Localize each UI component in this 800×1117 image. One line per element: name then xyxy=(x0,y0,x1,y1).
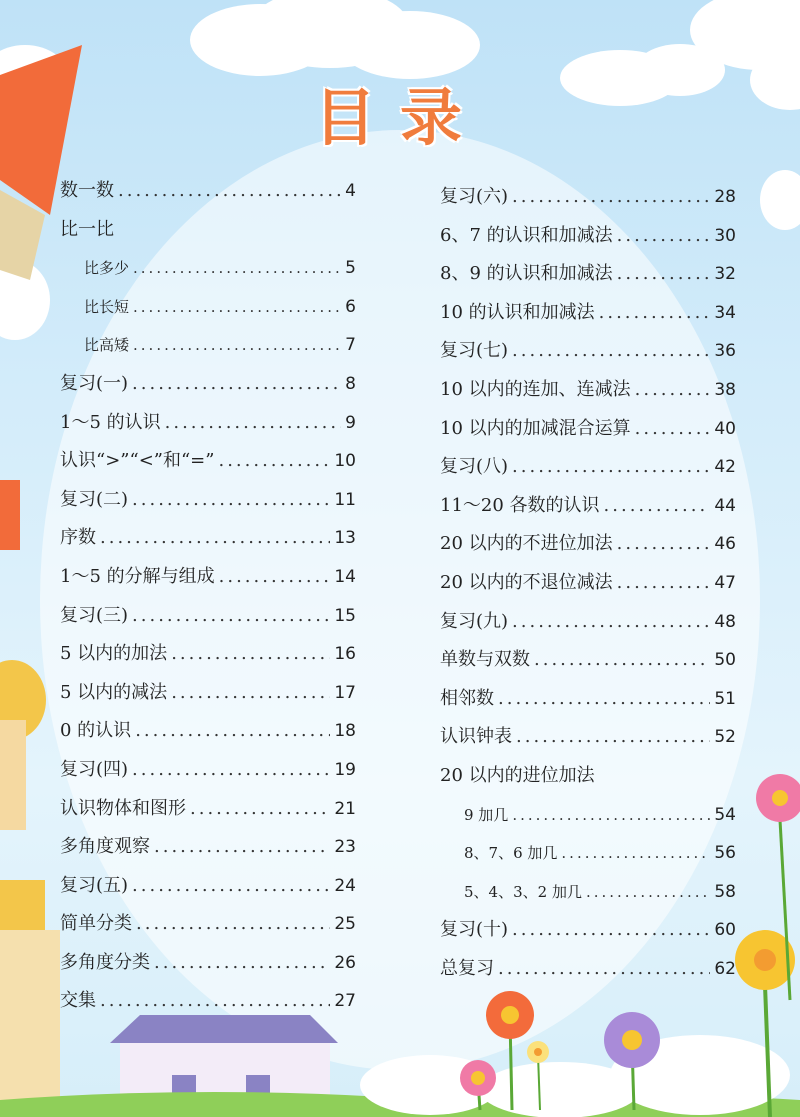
dot-leader xyxy=(512,603,710,642)
toc-page-number: 40 xyxy=(714,418,736,439)
toc-entry[interactable] xyxy=(60,712,356,751)
toc-page-number: 28 xyxy=(714,187,736,207)
toc-page-number: 60 xyxy=(714,920,736,941)
toc-page-number: 51 xyxy=(714,688,736,709)
toc-entry-label: 复习(四) xyxy=(60,758,129,780)
toc-subentry[interactable] xyxy=(440,873,736,912)
dot-leader xyxy=(617,217,711,256)
toc-entry-label: 5 以内的加法 xyxy=(60,643,168,665)
toc-entry-label: 5 以内的减法 xyxy=(60,681,168,703)
toc-entry-label: 序数 xyxy=(60,527,96,549)
toc-page-number: 14 xyxy=(334,566,356,587)
toc-entry-label: 认识钟表 xyxy=(440,726,512,748)
toc-column-left xyxy=(60,172,356,1021)
toc-entry-label: 复习(六) xyxy=(440,186,509,207)
toc-page-number: 11 xyxy=(334,489,356,510)
toc-entry[interactable] xyxy=(440,294,736,333)
toc-entry[interactable] xyxy=(440,641,736,680)
toc-page-number: 15 xyxy=(334,605,356,626)
toc-entry[interactable] xyxy=(60,674,356,713)
toc-page-number: 13 xyxy=(334,528,356,549)
toc-entry-label: 11～20 各数的认识 xyxy=(440,494,600,516)
toc-page-number: 36 xyxy=(714,341,736,362)
dot-leader xyxy=(100,982,330,1021)
toc-entry[interactable] xyxy=(60,905,356,944)
toc-entry[interactable] xyxy=(60,790,356,829)
toc-entry-label: 认识物体和图形 xyxy=(60,797,186,819)
toc-column-right xyxy=(440,178,736,988)
toc-subentry[interactable] xyxy=(60,249,356,288)
toc-page-number: 46 xyxy=(714,534,736,555)
toc-entry-label: 1～5 的认识 xyxy=(60,411,161,433)
dot-leader xyxy=(190,790,330,829)
toc-entry[interactable] xyxy=(440,911,736,950)
dot-leader xyxy=(512,178,710,217)
toc-page-number: 54 xyxy=(714,804,736,825)
toc-page-number: 30 xyxy=(714,225,736,246)
dot-leader xyxy=(135,712,330,751)
toc-page-number: 4 xyxy=(345,181,356,201)
toc-entry[interactable] xyxy=(440,950,736,989)
toc-entry-label: 复习(二) xyxy=(60,488,129,510)
toc-entry[interactable] xyxy=(60,828,356,867)
toc-entry-label: 0 的认识 xyxy=(60,720,132,742)
dot-leader xyxy=(165,404,342,443)
dot-leader xyxy=(586,873,710,912)
toc-page-number: 9 xyxy=(345,412,356,433)
dot-leader xyxy=(599,294,711,333)
toc-page-number: 58 xyxy=(714,881,736,902)
toc-page-number: 38 xyxy=(714,379,736,400)
dot-leader xyxy=(635,371,711,410)
toc-entry-label: 比多少 xyxy=(84,259,130,278)
toc-page-number: 23 xyxy=(334,837,356,858)
toc-entry[interactable] xyxy=(60,172,356,211)
dot-leader xyxy=(219,558,331,597)
toc-entry[interactable] xyxy=(60,635,356,674)
dot-leader xyxy=(171,674,330,713)
toc-entry[interactable] xyxy=(60,365,356,404)
toc-entry-label: 比高矮 xyxy=(84,336,130,355)
toc-page-number: 8 xyxy=(345,373,356,394)
toc-entry[interactable] xyxy=(440,448,736,487)
toc-entry[interactable] xyxy=(60,211,356,250)
dot-leader xyxy=(133,326,341,365)
dot-leader xyxy=(118,172,341,211)
toc-page-number: 44 xyxy=(714,495,736,516)
toc-entry-label: 单数与双数 xyxy=(440,649,530,671)
dot-leader xyxy=(132,867,330,906)
toc-entry[interactable] xyxy=(440,332,736,371)
toc-entry-label: 10 的认识和加减法 xyxy=(440,301,595,323)
toc-page-number: 7 xyxy=(345,335,356,356)
toc-subentry[interactable] xyxy=(60,326,356,365)
dot-leader xyxy=(512,796,710,835)
dot-leader xyxy=(133,249,341,288)
toc-page-number: 19 xyxy=(334,759,356,780)
toc-page-number: 48 xyxy=(714,611,736,632)
toc-entry[interactable] xyxy=(440,564,736,603)
toc-entry[interactable] xyxy=(440,757,736,796)
dot-leader xyxy=(132,597,330,636)
toc-entry-label: 10 以内的加减混合运算 xyxy=(440,417,631,439)
toc-entry-label: 6、7 的认识和加减法 xyxy=(440,224,613,246)
toc-entry-label: 10 以内的连加、连减法 xyxy=(440,378,631,400)
toc-page-number: 18 xyxy=(334,721,356,742)
toc-entry[interactable] xyxy=(440,680,736,719)
toc-entry-label: 比长短 xyxy=(84,297,130,316)
dot-leader xyxy=(516,718,710,757)
toc-page-number: 47 xyxy=(714,572,736,593)
dot-leader xyxy=(218,442,330,481)
toc-page-number: 62 xyxy=(714,958,736,979)
toc-entry-label: 总复习 xyxy=(440,957,494,979)
dot-leader xyxy=(604,487,711,526)
dot-leader xyxy=(635,410,711,449)
toc-page-number: 42 xyxy=(714,457,736,478)
toc-entry-label: 20 以内的进位加法 xyxy=(440,764,595,786)
toc-page-number: 34 xyxy=(714,302,736,323)
dot-leader xyxy=(132,481,330,520)
dot-leader xyxy=(154,828,330,867)
toc-entry[interactable] xyxy=(440,487,736,526)
toc-entry[interactable] xyxy=(440,178,736,217)
toc-entry[interactable] xyxy=(440,410,736,449)
toc-page-number: 32 xyxy=(714,264,736,285)
toc-page-number: 5 xyxy=(345,258,356,279)
toc-entry-label: 复习(一) xyxy=(60,372,129,394)
dot-leader xyxy=(617,255,711,294)
toc-entry-label: 比一比 xyxy=(60,218,114,240)
dot-leader xyxy=(133,288,341,327)
dot-leader xyxy=(136,905,330,944)
toc-entry[interactable] xyxy=(60,982,356,1021)
toc-entry[interactable] xyxy=(440,217,736,256)
dot-leader xyxy=(100,519,330,558)
toc-entry-label: 20 以内的不退位减法 xyxy=(440,571,613,593)
dot-leader xyxy=(498,950,710,989)
dot-leader xyxy=(512,332,710,371)
dot-leader xyxy=(561,834,710,873)
toc-page-number: 52 xyxy=(714,727,736,748)
toc-page-number: 25 xyxy=(334,914,356,935)
dot-leader xyxy=(534,641,710,680)
toc-page-number: 27 xyxy=(334,991,356,1012)
toc-entry-label: 复习(五) xyxy=(60,874,129,896)
toc-entry[interactable] xyxy=(440,255,736,294)
toc-entry[interactable] xyxy=(60,519,356,558)
toc-entry[interactable] xyxy=(440,603,736,642)
toc-entry[interactable] xyxy=(60,867,356,906)
toc-page-number: 26 xyxy=(334,952,356,973)
toc-entry[interactable] xyxy=(440,371,736,410)
toc-entry-label: 1～5 的分解与组成 xyxy=(60,565,215,587)
dot-leader xyxy=(171,635,330,674)
toc-entry-label: 相邻数 xyxy=(440,687,494,709)
toc-entry-label: 简单分类 xyxy=(60,913,132,935)
dot-leader xyxy=(617,525,711,564)
dot-leader xyxy=(617,564,711,603)
toc-entry-label: 20 以内的不进位加法 xyxy=(440,533,613,555)
toc-entry[interactable] xyxy=(440,525,736,564)
toc-entry-label: 多角度分类 xyxy=(60,951,150,973)
toc-page-number: 24 xyxy=(334,875,356,896)
toc-page-number: 17 xyxy=(334,682,356,703)
toc-entry[interactable] xyxy=(60,442,356,481)
toc-entry[interactable] xyxy=(60,944,356,983)
toc-entry[interactable] xyxy=(440,718,736,757)
toc-page-number: 50 xyxy=(714,650,736,671)
dot-leader xyxy=(512,448,710,487)
toc-entry[interactable] xyxy=(60,558,356,597)
dot-leader xyxy=(498,680,710,719)
toc-entry-label: 8、7、6 加几 xyxy=(464,844,558,863)
toc-page-number: 10 xyxy=(334,451,356,472)
toc-entry[interactable] xyxy=(60,751,356,790)
toc-entry-label: 复习(三) xyxy=(60,604,129,626)
toc-subentry[interactable] xyxy=(60,288,356,327)
toc-entry-label: 交集 xyxy=(60,990,96,1012)
toc-page-number: 21 xyxy=(334,798,356,819)
dot-leader xyxy=(132,365,341,404)
toc-entry[interactable] xyxy=(60,597,356,636)
toc-entry-label: 多角度观察 xyxy=(60,836,150,858)
toc-entry-label: 复习(八) xyxy=(440,456,509,478)
toc-entry-label: 5、4、3、2 加几 xyxy=(464,882,582,901)
toc-entry-label: 9 加几 xyxy=(464,805,509,824)
toc-entry[interactable] xyxy=(60,404,356,443)
toc-page-number: 6 xyxy=(345,296,356,317)
dot-leader xyxy=(154,944,330,983)
toc-entry-label: 8、9 的认识和加减法 xyxy=(440,263,613,285)
toc-page-number: 16 xyxy=(334,644,356,665)
toc-entry-label: 认识“>”“<”和“=” xyxy=(60,450,215,472)
toc-entry-label: 复习(七) xyxy=(440,340,509,362)
toc-page-number: 56 xyxy=(714,843,736,864)
toc-entry-label: 数一数 xyxy=(60,180,114,201)
toc-entry-label: 复习(十) xyxy=(440,919,509,941)
toc-subentry[interactable] xyxy=(440,834,736,873)
page-title: 目录 xyxy=(313,81,486,154)
dot-leader xyxy=(512,911,710,950)
toc-entry-label: 复习(九) xyxy=(440,610,509,632)
toc-subentry[interactable] xyxy=(440,796,736,835)
toc-entry[interactable] xyxy=(60,481,356,520)
dot-leader xyxy=(132,751,330,790)
